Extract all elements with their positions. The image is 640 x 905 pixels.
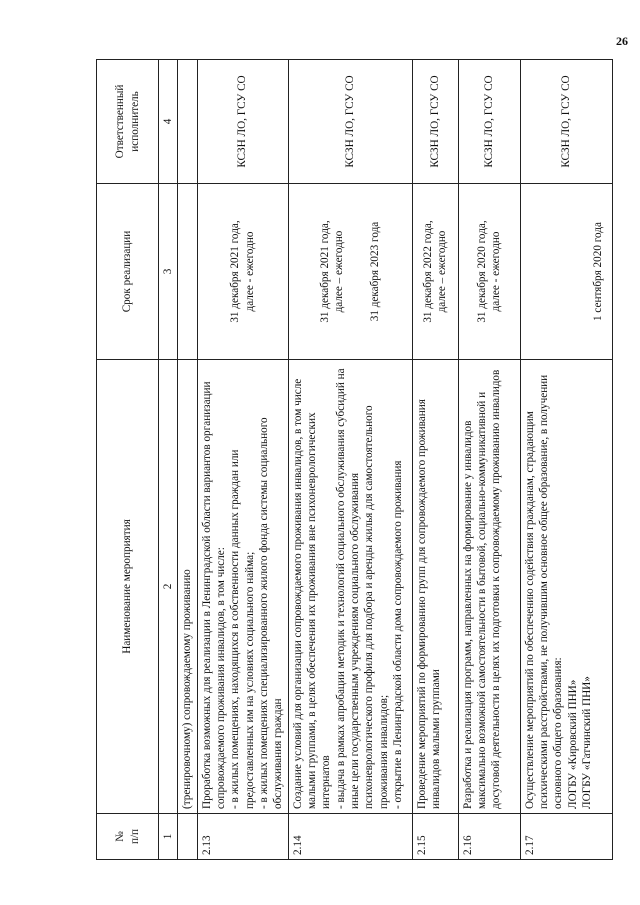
header-executor: Ответственный исполнитель [97, 60, 159, 184]
table-row [288, 60, 412, 860]
row-executor: КСЗН ЛО, ГСУ СО [520, 60, 612, 184]
row-executor: КСЗН ЛО, ГСУ СО [288, 60, 412, 184]
row-deadline [197, 184, 288, 360]
col-number-2: 2 [159, 360, 178, 814]
col-number-4: 4 [159, 60, 178, 184]
row-deadline-extra: 31 декабря 2023 года [369, 221, 382, 322]
row-num: 2.15 [412, 814, 458, 860]
continued-num [178, 814, 197, 860]
row-deadline-main: 31 декабря 2021 года, далее – ежегодно [318, 220, 345, 323]
table-row [412, 60, 458, 860]
row-num: 2.13 [197, 814, 288, 860]
row-executor: КСЗН ЛО, ГСУ СО [197, 60, 288, 184]
header-row [97, 60, 159, 860]
header-name: Наименование мероприятия [97, 360, 159, 814]
col-number-1: 1 [159, 814, 178, 860]
row-deadline-main: 31 декабря 2022 года, далее – ежегодно [421, 220, 449, 323]
row-name: Проведение мероприятий по формированию групп для сопровождаемого проживания инвалидов малыми группами [412, 360, 458, 814]
row-num: 2.16 [458, 814, 520, 860]
row-deadline-main: 1 сентября 2020 года [592, 222, 605, 321]
row-num: 2.17 [520, 814, 612, 860]
column-number-row [159, 60, 178, 860]
page-number: 26 [616, 34, 628, 48]
row-num: 2.14 [288, 814, 412, 860]
row-executor: КСЗН ЛО, ГСУ СО [412, 60, 458, 184]
continued-deadline [178, 184, 197, 360]
col-number-3: 3 [159, 184, 178, 360]
table-row [197, 60, 288, 860]
row-executor: КСЗН ЛО, ГСУ СО [458, 60, 520, 184]
row-deadline-main: 31 декабря 2021 года, далее - ежегодно [229, 220, 256, 323]
table-row [458, 60, 520, 860]
row-deadline [520, 184, 612, 360]
rotated-table-wrapper [96, 60, 604, 860]
row-deadline [458, 184, 520, 360]
table-row [520, 60, 612, 860]
row-name: Создание условий для организации сопровождаемого проживания инвалидов, в том числе малыми группами, в целях обеспечения их проживания вне психоневрологических интернатов - выдача в рамках апробации методик и технологий социального обслуживания субсидий на иные цели государственным учреждениям социального обслуживания психоневрологического профиля для подбора и аренды жилья для самостоятельного проживания инвалидов; - открытие в Ленинградской области дома сопровождаемого проживания [288, 360, 412, 814]
continued-executor [178, 60, 197, 184]
row-deadline [288, 184, 412, 360]
row-name: Проработка возможных для реализации в Ленинградской области вариантов организации сопровождаемого проживания инвалидов, в том числе: - в жилых помещениях, находящихся в собственности данных граждан или предоставленных им на условиях социального найма; - в жилых помещениях специализированного жилого фонда системы социального обслуживания граждан [197, 360, 288, 814]
measures-table [96, 59, 613, 860]
header-deadline: Срок реализации [97, 184, 159, 360]
continued-text: (тренировочному) сопровождаемому проживанию [178, 360, 197, 814]
row-deadline [412, 184, 458, 360]
row-name: Разработка и реализация программ, направленных на формирование у инвалидов максимально возможной самостоятельности в бытовой, социально-коммуникативной и досуговой деятельности в целях их подготовки к сопровождаемому проживанию инвалидов [458, 360, 520, 814]
continued-row [178, 60, 197, 860]
row-deadline-main: 31 декабря 2020 года, далее - ежегодно [475, 220, 503, 323]
row-name: Осуществление мероприятий по обеспечению содействия гражданам, страдающим психическими расстройствами, не получившим основное общее образование, в получении основного общего образования: ЛОГБУ «Кировский ПНИ» ЛОГБУ «Гатчинский ПНИ» [520, 360, 612, 814]
header-num: № п/п [97, 814, 159, 860]
